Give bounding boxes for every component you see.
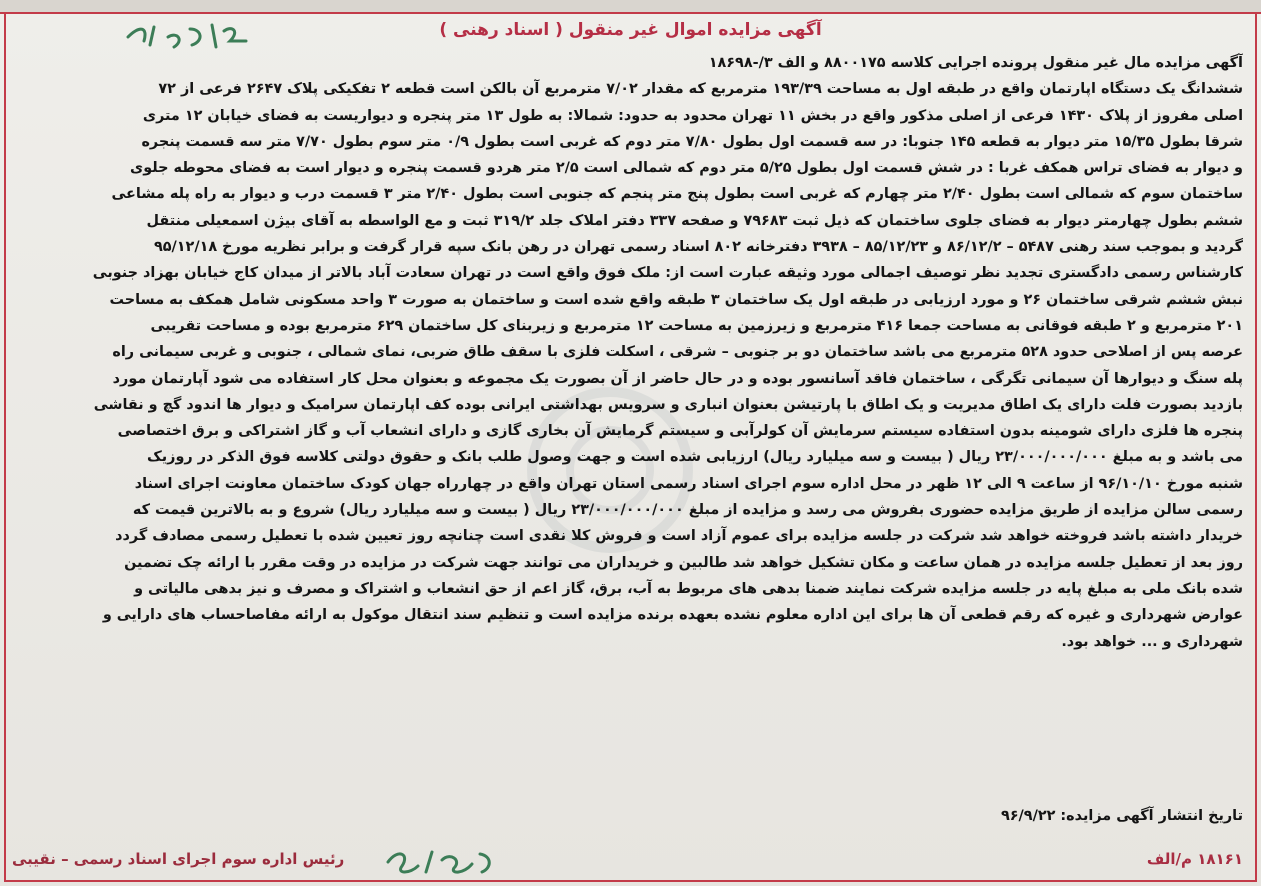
body-line: شهرداری و ... خواهد بود. bbox=[1061, 633, 1243, 650]
notice-body bbox=[10, 50, 1243, 655]
body-line: رسمی سالن مزایده از طریق مزایده حضوری بفروش می رسد و مزایده از مبلغ ۲۳/۰۰۰/۰۰۰/۰۰۰ ریال ( بیست و سه میلیارد ریال) شروع و به بالاترین قیمت که bbox=[132, 502, 1243, 519]
body-line: آگهی مزایده مال غیر منقول پرونده اجرایی کلاسه ۸۸۰۰۱۷۵ و الف ۳/-۱۸۶۹۸ bbox=[708, 55, 1243, 71]
body-line: ساختمان سوم که شمالی است بطول ۲/۴۰ متر چهارم که غربی است بطول پنج متر پنجم که جنوبی است بطول ۲/۴۰ متر ۳ قسمت درب و دیوار به راه پله مشاعی bbox=[111, 186, 1243, 203]
body-line: ششدانگ یک دستگاه اپارتمان واقع در طبقه اول به مساحت ۱۹۳/۳۹ مترمربع که مقدار ۷/۰۲ مترمربع آن بالکن است قطعه ۲ تفکیکی پلاک ۲۶۴۷ فرعی از ۷۲ bbox=[158, 81, 1243, 98]
body-line: گردید و بموجب سند رهنی ۵۴۸۷ – ۸۶/۱۲/۲ و ۸۵/۱۲/۲۳ – ۳۹۳۸ دفترخانه ۸۰۲ اسناد رسمی تهران در رهن بانک سپه قرار گرفت و برابر نظریه مورخ ۹۵/۱۲/۱۸ bbox=[153, 239, 1243, 256]
body-line: اصلی مفروز از پلاک ۱۴۳۰ فرعی از اصلی مذکور واقع در بخش ۱۱ تهران محدود به حدود: شمالا: به طول ۱۳ متر پنجره و دیواریست به فضای خیابان ۱۲ متری bbox=[142, 107, 1243, 124]
body-line: شنبه مورخ ۹۶/۱۰/۱۰ از ساعت ۹ الی ۱۲ ظهر در محل اداره سوم اجرای اسناد رسمی استان تهران واقع در چهارراه جهان کودک ساختمان معاونت اجرای اسناد bbox=[134, 475, 1243, 492]
ad-code: ۱۸۱۶۱ م/الف bbox=[1146, 850, 1243, 868]
signature-line: رئیس اداره سوم اجرای اسناد رسمی – نقیبی bbox=[12, 850, 345, 868]
body-line: عوارض شهرداری و غیره که رقم قطعی آن ها برای این اداره معلوم نشده بعهده برنده مزایده است و تنظیم سند انتقال موکول به ارائه مفاصاحساب های دارایی و bbox=[102, 607, 1243, 624]
body-line: پله سنگ و دیوارها آن سیمانی تگرگی ، ساختمان فاقد آسانسور بوده و در حال حاضر از آن بصورت یک مجموعه و بعنوان محل کار استفاده می شود آپارتمان مورد bbox=[112, 370, 1243, 387]
publish-date: تاریخ انتشار آگهی مزایده: ۹۶/۹/۲۲ bbox=[1000, 808, 1243, 824]
notice-title: آگهی مزایده اموال غیر منقول ( اسناد رهنی ) bbox=[439, 20, 822, 40]
body-line: عرصه پس از اصلاحی حدود ۵۲۸ مترمربع می باشد ساختمان دو بر جنوبی – شرقی ، اسکلت فلزی با سقف طاق ضربی، نمای شمالی ، جنوبی و غربی سیمانی راه bbox=[112, 344, 1243, 361]
body-line: روز بعد از تعطیل جلسه مزایده در همان ساعت و مکان تشکیل خواهد شد طالبین و خریداران می توانند جهت شرکت در مزایده در وقت مقرر با ارائه چک تضمین bbox=[124, 554, 1243, 571]
body-line: ششم بطول چهارمتر دیوار به فضای جلوی ساختمان که ذیل ثبت ۷۹۶۸۳ و صفحه ۳۳۷ دفتر املاک جلد ۳۱۹/۲ ثبت و مع الواسطه به آقای بیژن اسمعیلی منتقل bbox=[146, 212, 1243, 229]
body-line: شده بانک ملی به مبلغ پایه در جلسه مزایده شرکت نمایند ضمنا بدهی های مربوط به آب، برق، گاز اعم از حق انشعاب و اشتراک و مصرف و نیز بدهی مالیاتی و bbox=[134, 580, 1243, 597]
body-line: و دیوار به فضای تراس همکف غربا : در شش قسمت اول بطول ۵/۲۵ متر دوم که شمالی است ۲/۵ متر هردو قسمت پنجره و دیوار است به فضای محوطه جلوی bbox=[130, 160, 1243, 177]
body-line: ۲۰۱ مترمربع و ۲ طبقه فوقانی به مساحت جمعا ۴۱۶ مترمربع و زیرزمین به مساحت ۱۲ مترمربع و زیربنای کل ساختمان ۶۲۹ مترمربع بوده و مساحت تقریبی bbox=[150, 317, 1243, 334]
body-line: بازدید بصورت فلت دارای یک اطاق مدیریت و یک اطاق با پارتیشن بعنوان انباری و سرویس بهداشتی ایرانی بوده کف اپارتمان سرامیک و دیوار ها اندود گچ و نقاشی bbox=[93, 396, 1243, 413]
body-line: شرقا بطول ۱۵/۳۵ متر دیوار به قطعه ۱۴۵ جنوبا: در سه قسمت اول بطول ۷/۸۰ متر دوم که غربی است بطول ۰/۹ متر سوم بطول ۷/۷۰ متر سه قسمت پنجره bbox=[141, 133, 1243, 150]
cropped-header-strip bbox=[0, 0, 1261, 14]
body-line: نبش ششم شرقی ساختمان ۲۶ و مورد ارزیابی در طبقه اول یک ساختمان ۳ طبقه واقع شده است و ساختمان به صورت ۳ واحد مسکونی شامل همکف به مساحت bbox=[109, 291, 1243, 308]
body-line: می باشد و به مبلغ ۲۳/۰۰۰/۰۰۰/۰۰۰ ریال ( بیست و سه میلیارد ریال) ارزیابی شده است و جهت وصول طلب بانک و حقوق دولتی کلاسه فوق الذکر در روزیک bbox=[147, 449, 1243, 466]
handwritten-note-bottom bbox=[380, 844, 500, 878]
body-line: پنجره ها فلزی دارای شومینه بدون استفاده سیستم سرمایش آن کولرآبی و سیستم گرمایش آن بخاری گازی و دارای انشعاب آب و گاز اشتراکی و برق اختصاصی bbox=[117, 423, 1243, 440]
body-line: خریدار داشته باشد فروخته خواهد شد شرکت در جلسه مزایده برای عموم آزاد است و فروش کلا نقدی است چنانچه روز تعیین شده با تعطیل رسمی مصادف گردد bbox=[115, 528, 1243, 545]
body-line: کارشناس رسمی دادگستری تجدید نظر توصیف اجمالی مورد وثیقه عبارت است از: ملک فوق واقع است در تهران سعادت آباد بالاتر از میدان کاج خیابان بهزاد جنوبی bbox=[92, 265, 1243, 282]
